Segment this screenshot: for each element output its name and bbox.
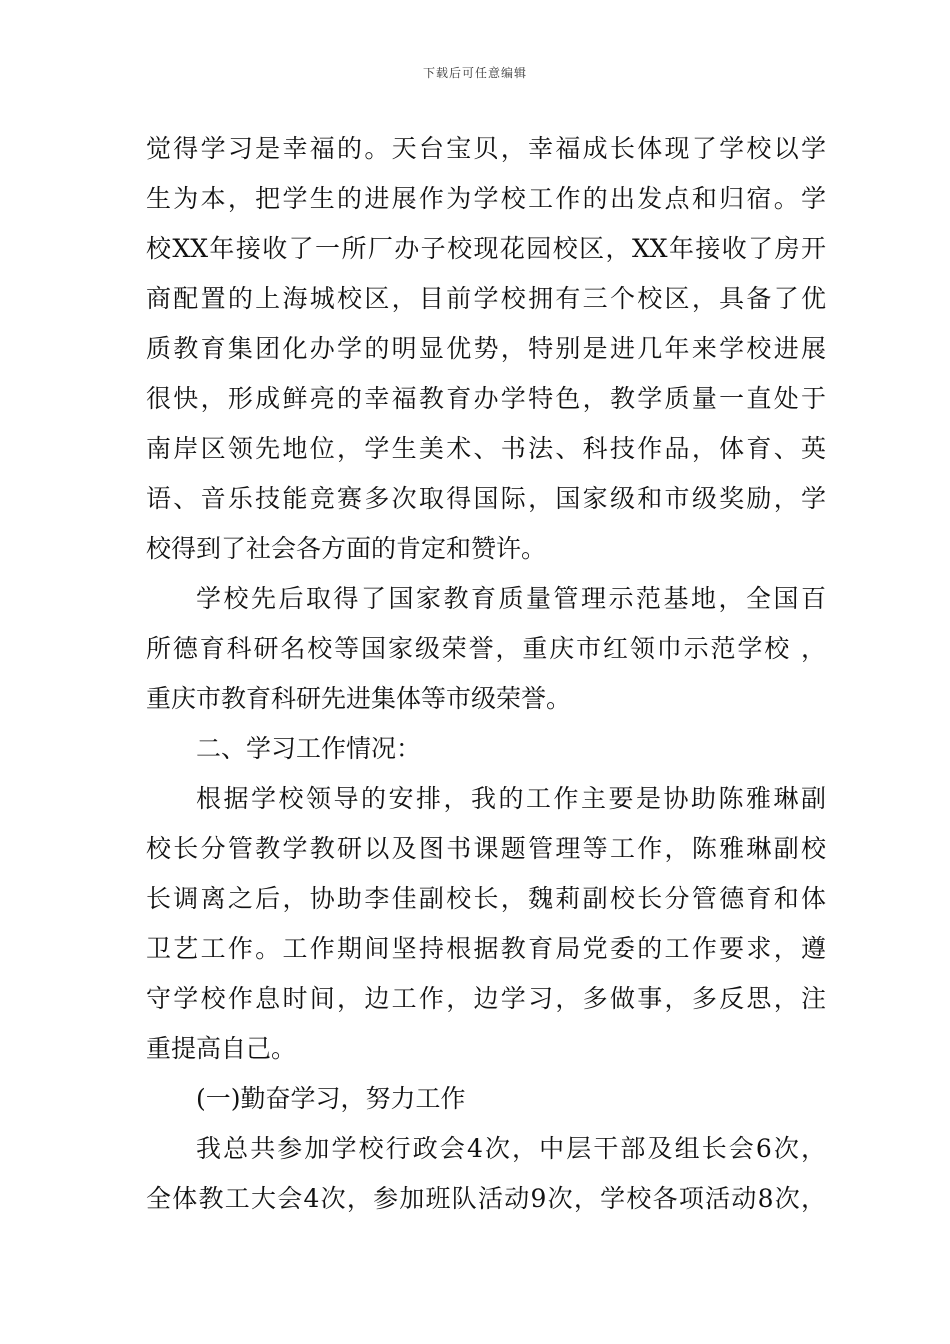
text-line: 所德育科研名校等国家级荣誉，重庆市红领巾示范学校 ， <box>146 634 826 663</box>
text-line: 全体教工大会4次，参加班队活动9次，学校各项活动8次， <box>146 1184 826 1213</box>
text-line: 重提高自己。 <box>146 1034 297 1063</box>
text-line: 商配置的上海城校区，目前学校拥有三个校区，具备了优 <box>146 284 826 313</box>
page-header: 下载后可任意编辑 <box>422 66 527 80</box>
text-line: 卫艺工作。工作期间坚持根据教育局党委的工作要求，遵 <box>146 934 826 963</box>
text-line: (一)勤奋学习，努力工作 <box>196 1084 466 1113</box>
text-line: 很快，形成鲜亮的幸福教育办学特色，教学质量一直处于 <box>146 384 826 413</box>
text-line: 校得到了社会各方面的肯定和赞许。 <box>146 534 547 563</box>
document-body <box>146 124 826 1224</box>
text-line: 守学校作息时间，边工作，边学习，多做事，多反思，注 <box>146 984 826 1013</box>
text-line: 语、音乐技能竞赛多次取得国际，国家级和市级奖励，学 <box>146 484 826 513</box>
text-line: 质教育集团化办学的明显优势，特别是进几年来学校进展 <box>146 334 826 363</box>
text-line: 长调离之后，协助李佳副校长，魏莉副校长分管德育和体 <box>146 884 826 913</box>
text-line: 生为本，把学生的进展作为学校工作的出发点和归宿。学 <box>146 184 826 213</box>
text-line: 南岸区领先地位，学生美术、书法、科技作品，体育、英 <box>146 434 826 463</box>
text-line: 重庆市教育科研先进集体等市级荣誉。 <box>146 684 572 713</box>
text-line: 学校先后取得了国家教育质量管理示范基地，全国百 <box>196 584 826 613</box>
text-line: 校XX年接收了一所厂办子校现花园校区，XX年接收了房开 <box>146 234 826 263</box>
text-line: 二、学习工作情况： <box>196 734 422 763</box>
text-line: 根据学校领导的安排，我的工作主要是协助陈雅琳副 <box>196 784 826 813</box>
text-line: 觉得学习是幸福的。天台宝贝，幸福成长体现了学校以学 <box>146 134 826 163</box>
text-line: 校长分管教学教研以及图书课题管理等工作，陈雅琳副校 <box>146 834 826 863</box>
text-line: 我总共参加学校行政会4次，中层干部及组长会6次， <box>196 1134 826 1163</box>
